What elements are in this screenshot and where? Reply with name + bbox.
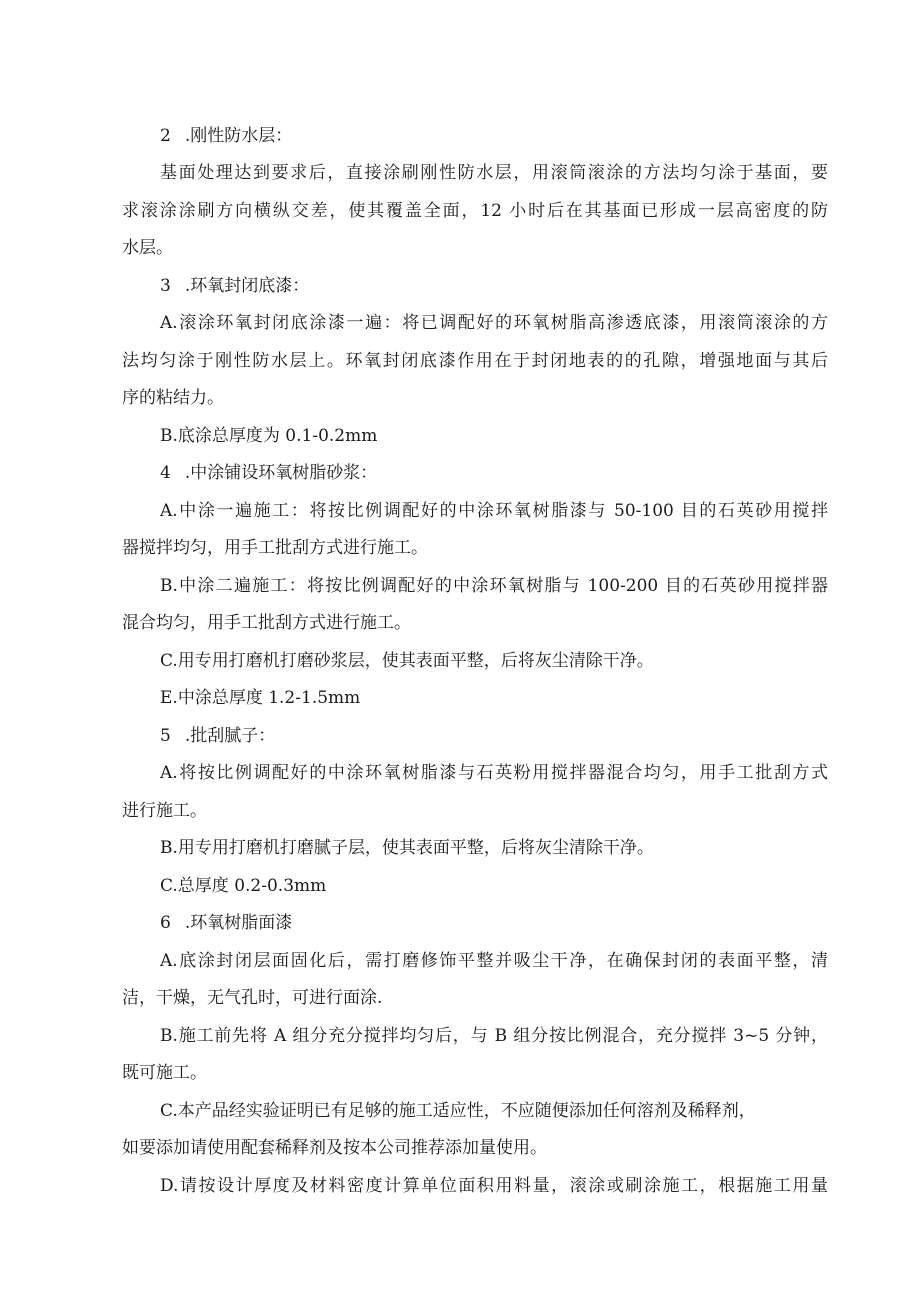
section-5-b: B.用专用打磨机打磨腻子层，使其表面平整，后将灰尘清除干净。: [160, 838, 654, 858]
section-6-d-line-1: D.请按设计厚度及材料密度计算单位面积用料量，滚涂或刷涂施工，根据施工用量: [160, 1176, 828, 1196]
section-6-c-line-2: 如要添加请使用配套稀释剂及按本公司推荐添加量使用。: [122, 1138, 547, 1158]
section-4-number: 4: [160, 463, 171, 483]
section-6-b-line-1: B.施工前先将 A 组分充分搅拌均匀后，与 B 组分按比例混合，充分搅拌 3~5 分钟，: [160, 1026, 828, 1046]
section-5-title: .批刮腻子：: [184, 726, 276, 746]
section-5-a-line-1: A.将按比例调配好的中涂环氧树脂漆与石英粉用搅拌器混合均匀，用手工批刮方式: [160, 763, 828, 783]
section-3-a-line-2: 法均匀涂于刚性防水层上。环氧封闭底漆作用在于封闭地表的的孔隙，增强地面与其后: [122, 351, 828, 371]
section-6-c-line-1: C.本产品经实验证明已有足够的施工适应性，不应随便添加任何溶剂及稀释剂，: [160, 1101, 756, 1121]
section-2-para-line-3: 水层。: [122, 238, 173, 258]
section-2-heading: [160, 124, 292, 148]
section-5-a-line-2: 进行施工。: [122, 801, 207, 821]
section-6-title: .环氧树脂面漆: [184, 913, 293, 933]
section-6-a-line-2: 洁，干燥，无气孔时，可进行面涂.: [122, 988, 383, 1008]
section-2-para-line-1: 基面处理达到要求后，直接涂刷刚性防水层，用滚筒滚涂的方法均匀涂于基面，要: [160, 163, 828, 183]
section-4-c: C.用专用打磨机打磨砂浆层，使其表面平整，后将灰尘清除干净。: [160, 651, 654, 671]
section-4-title: .中涂铺设环氧树脂砂浆：: [184, 463, 378, 483]
section-3-a-line-1: A.滚涂环氧封闭底涂漆一遍：将已调配好的环氧树脂高渗透底漆，用滚筒滚涂的方: [160, 313, 828, 333]
section-6-heading: [160, 911, 292, 935]
section-4-heading: [160, 461, 377, 485]
section-4-e: E.中涂总厚度 1.2-1.5mm: [160, 688, 361, 708]
section-4-a-line-2: 器搅拌均匀，用手工批刮方式进行施工。: [122, 538, 428, 558]
section-5-c: C.总厚度 0.2-0.3mm: [160, 876, 327, 896]
section-6-number: 6: [160, 913, 171, 933]
section-2-para-line-2: 求滚涂涂刷方向横纵交差，使其覆盖全面，12 小时后在其基面已形成一层高密度的防: [122, 201, 828, 221]
section-4-a-line-1: A.中涂一遍施工：将按比例调配好的中涂环氧树脂漆与 50-100 目的石英砂用搅拌: [160, 501, 828, 521]
section-3-a-line-3: 序的粘结力。: [122, 388, 224, 408]
section-5-number: 5: [160, 726, 171, 746]
section-6-b-line-2: 既可施工。: [122, 1063, 207, 1083]
section-2-number: 2: [160, 126, 171, 146]
section-2-title: .刚性防水层：: [184, 126, 293, 146]
section-4-b-line-2: 混合均匀，用手工批刮方式进行施工。: [122, 613, 411, 633]
section-3-heading: [160, 274, 309, 298]
section-3-title: .环氧封闭底漆：: [184, 276, 310, 296]
section-4-b-line-1: B.中涂二遍施工：将按比例调配好的中涂环氧树脂与 100-200 目的石英砂用搅拌器: [160, 576, 828, 596]
section-6-a-line-1: A.底涂封闭层面固化后，需打磨修饰平整并吸尘干净，在确保封闭的表面平整，清: [160, 951, 828, 971]
section-3-number: 3: [160, 276, 171, 296]
section-5-heading: [160, 724, 275, 748]
section-3-b: B.底涂总厚度为 0.1-0.2mm: [160, 426, 378, 446]
